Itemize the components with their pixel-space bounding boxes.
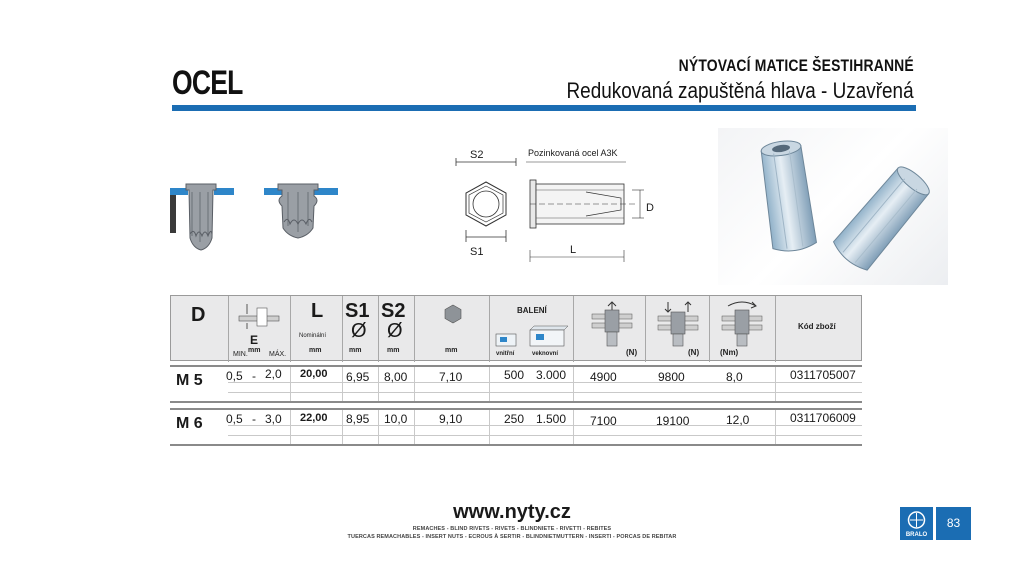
hexagon-icon xyxy=(443,304,463,324)
label-l: L xyxy=(570,244,577,256)
header-force1-unit: (N) xyxy=(626,348,638,357)
header-e-unit: mm xyxy=(248,347,261,354)
header-l-note: Nominální xyxy=(299,333,327,339)
row-pack-inner: 250 xyxy=(504,412,525,426)
product-photo xyxy=(718,128,948,285)
header-s2: S2 xyxy=(381,300,406,322)
label-s2: S2 xyxy=(470,149,484,161)
row-mid-line xyxy=(228,392,862,393)
bralo-logo xyxy=(900,507,933,540)
row-e-max: 3,0 xyxy=(265,412,282,426)
footer-website-link[interactable]: www.nyty.cz xyxy=(453,501,571,523)
header-code: Kód zboží xyxy=(798,322,836,331)
header-baleni-inner: vnitřní xyxy=(496,351,515,357)
row-e-dash: - xyxy=(252,412,256,426)
header-s1-unit: mm xyxy=(349,347,362,354)
row-s2: 10,0 xyxy=(384,412,408,426)
table-row xyxy=(170,365,862,403)
header-force1-cell xyxy=(574,296,646,362)
cell-separator xyxy=(414,410,415,444)
cell-separator xyxy=(489,367,490,401)
installation-illustration xyxy=(168,176,348,266)
header-e-min: MIN. xyxy=(233,351,248,358)
material-note: Pozinkovaná ocel A3K xyxy=(528,148,618,158)
brand-name: BRALO xyxy=(905,532,928,538)
header-torque-unit: (Nm) xyxy=(720,348,739,357)
row-length: 22,00 xyxy=(300,412,328,424)
footer-products-line-2: TUERCAS REMACHABLES - INSERT NUTS - ECROUS À SERTIR - BLINDNIETMUTTERN - INSERTI - PORCAS DE REBITAR xyxy=(347,534,677,540)
header-baleni: BALENÍ xyxy=(517,306,547,315)
header-code-cell xyxy=(776,296,863,362)
header-s2-cell xyxy=(379,296,415,362)
row-torque: 8,0 xyxy=(726,370,743,384)
header-hex-cell xyxy=(415,296,490,362)
row-product-code: 0311705007 xyxy=(790,368,856,382)
header-e-cell xyxy=(229,296,291,362)
row-bottom-line xyxy=(170,444,862,446)
row-pack-outer: 3.000 xyxy=(536,368,567,382)
header-l-unit: mm xyxy=(309,347,322,354)
row-thread-size: M 5 xyxy=(176,372,203,389)
header-baleni-outer: veknovní xyxy=(532,351,559,357)
row-s1: 6,95 xyxy=(346,370,370,384)
label-s1: S1 xyxy=(470,246,484,258)
material-title: OCEL xyxy=(172,64,243,102)
cell-separator xyxy=(414,367,415,401)
cell-separator xyxy=(378,367,379,401)
row-pack-inner: 500 xyxy=(504,368,525,382)
cell-separator xyxy=(573,410,574,444)
header-s1-cell xyxy=(343,296,379,362)
cell-separator xyxy=(775,367,776,401)
row-e-min: 0,5 xyxy=(226,412,243,426)
row-force2: 9800 xyxy=(658,370,685,384)
row-s1: 8,95 xyxy=(346,412,370,426)
grip-range-icon xyxy=(237,302,283,330)
row-force1: 7100 xyxy=(590,414,617,428)
header-s1-symbol: Ø xyxy=(351,320,367,342)
cell-separator xyxy=(290,367,291,401)
row-thread-size: M 6 xyxy=(176,415,203,432)
product-title: NÝTOVACÍ MATICE ŠESTIHRANNÉ xyxy=(678,56,914,75)
product-subtitle: Redukovaná zapuštěná hlava - Uzavřená xyxy=(566,78,914,103)
row-mid-line xyxy=(228,382,862,383)
footer-products-line-1: REMACHES - BLIND RIVETS - RIVETS - BLINDNIETE - RIVETTI - REBITES xyxy=(412,526,612,532)
table-row xyxy=(170,408,862,446)
label-d: D xyxy=(646,202,654,214)
row-mid-line xyxy=(228,435,862,436)
row-top-line xyxy=(170,408,862,410)
header-l-cell xyxy=(291,296,343,362)
package-icon xyxy=(494,324,570,348)
page-number: 83 xyxy=(936,507,971,540)
cell-separator xyxy=(378,410,379,444)
header-d: D xyxy=(191,304,206,326)
table-header xyxy=(170,295,862,361)
row-hex: 9,10 xyxy=(439,412,463,426)
row-e-max: 2,0 xyxy=(265,367,282,381)
row-hex: 7,10 xyxy=(439,370,463,384)
cell-separator xyxy=(342,367,343,401)
header-torque-cell xyxy=(710,296,776,362)
torque-icon xyxy=(720,298,764,348)
header-s2-unit: mm xyxy=(387,347,400,354)
row-force1: 4900 xyxy=(590,370,617,384)
header-s2-symbol: Ø xyxy=(387,320,403,342)
tensile-force-icon xyxy=(590,300,634,348)
header-s1: S1 xyxy=(345,300,370,322)
header-force2-unit: (N) xyxy=(688,348,700,357)
cell-separator xyxy=(342,410,343,444)
header-e: E xyxy=(250,333,259,347)
cell-separator xyxy=(489,410,490,444)
cell-separator xyxy=(573,367,574,401)
header-baleni-cell xyxy=(490,296,574,362)
cell-separator xyxy=(290,410,291,444)
header-hex-unit: mm xyxy=(445,347,458,354)
row-bottom-line xyxy=(170,401,862,403)
header-e-max: MÁX. xyxy=(269,351,287,358)
cell-separator xyxy=(775,410,776,444)
shear-force-icon xyxy=(656,300,700,348)
row-s2: 8,00 xyxy=(384,370,408,384)
row-length: 20,00 xyxy=(300,368,328,380)
row-e-min: 0,5 xyxy=(226,369,243,383)
row-e-dash: - xyxy=(252,369,256,383)
row-pack-outer: 1.500 xyxy=(536,412,567,426)
row-product-code: 0311706009 xyxy=(790,411,856,425)
row-force2: 19100 xyxy=(656,414,690,428)
header-l: L xyxy=(311,300,324,322)
header-d-cell xyxy=(171,296,229,362)
header-rule xyxy=(172,105,916,111)
header-force2-cell xyxy=(646,296,710,362)
row-torque: 12,0 xyxy=(726,413,750,427)
